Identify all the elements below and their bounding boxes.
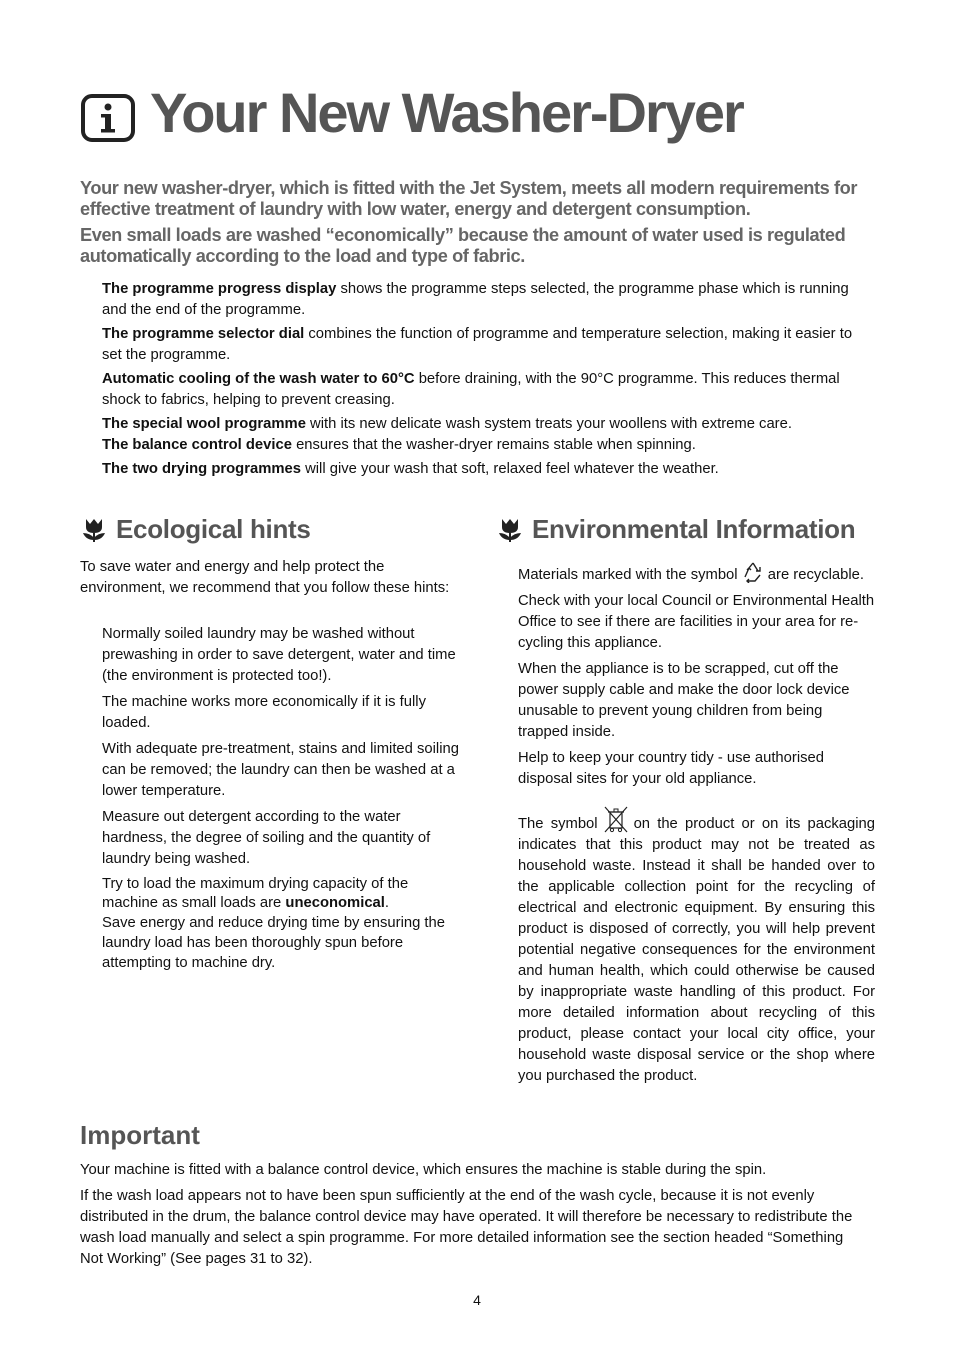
- hint-item: Try to load the maximum drying capacity of the machine as small loads are uneconomical.: [102, 876, 409, 911]
- env-paragraph: Check with your local Council or Environmental Health Office to see if there are facilities in your area for re-cycling this appliance.: [518, 593, 875, 651]
- intro-paragraph: Even small loads are washed “economically” because the amount of water used is regulated automatically according to the load and type of fabric.: [80, 225, 846, 266]
- hint-item: With adequate pre-treatment, stains and limited soiling can be removed; the laundry can then be washed at a lower temperature.: [102, 741, 459, 799]
- feature-item: The programme selector dial combines the function of programme and temperature selection, making it easier to set the programme.: [102, 326, 853, 363]
- page-number: 4: [473, 1292, 481, 1308]
- hint-item: The machine works more economically if it is fully loaded.: [102, 694, 426, 731]
- crossed-bin-icon: [602, 804, 630, 834]
- title-text: Your New Washer-Dryer: [150, 81, 743, 144]
- flower-icon: [496, 516, 524, 544]
- weee-paragraph: The symbol on the product or on its packaging indicates that this product may not be treated as household waste. Instead it shall be handed over to the applicable collection point for the recycling of electrical and electronic equipment. By ensuring this product is disposed of correctly, you will help prevent potential negative consequences for the environment and human health, which could otherwise be caused by inappropriate waste handling of this product. For more detailed information about recycling of this product, please contact your local city office, your household waste disposal service or the shop where you purchased the product.: [518, 804, 875, 1087]
- recycle-paragraph: Materials marked with the symbol are recyclable.: [518, 561, 875, 586]
- intro-paragraph: Your new washer-dryer, which is fitted with the Jet System, meets all modern requirements for effective treatment of laundry with low water, energy and detergent consumption.: [80, 178, 858, 219]
- env-paragraph: Help to keep your country tidy - use authorised disposal sites for your old appliance.: [518, 750, 824, 787]
- important-paragraph: Your machine is fitted with a balance control device, which ensures the machine is stable during the spin.: [80, 1162, 767, 1178]
- info-icon: [80, 82, 136, 144]
- intro-section: [80, 178, 880, 272]
- ecological-hints-list: [102, 624, 462, 978]
- feature-item: The special wool programme with its new delicate wash system treats your woollens with extreme care.: [102, 416, 792, 432]
- features-list: [102, 279, 867, 483]
- feature-item: Automatic cooling of the wash water to 60°C before draining, with the 90°C programme. This reduces thermal shock to fabrics, helping to prevent creasing.: [102, 371, 840, 408]
- important-body: [80, 1160, 870, 1275]
- environmental-body: [518, 561, 875, 1092]
- page-title: [80, 78, 743, 148]
- ecological-intro: To save water and energy and help protect the environment, we recommend that you follow these hints:: [80, 559, 450, 596]
- environmental-heading-text: Environmental Information: [532, 514, 856, 544]
- hint-item: Normally soiled laundry may be washed without prewashing in order to save detergent, water and time (the environment is protected too!).: [102, 626, 456, 684]
- flower-icon: [80, 516, 108, 544]
- feature-item: The balance control device ensures that the washer-dryer remains stable when spinning.: [102, 437, 696, 453]
- recycle-icon: [742, 561, 764, 583]
- ecological-heading: [80, 514, 311, 545]
- important-paragraph: If the wash load appears not to have been spun sufficiently at the end of the wash cycle, because it is not evenly distributed in the drum, the balance control device may have operated. It will therefore be necessary to redistribute the wash load manually and select a spin programme. For more detailed information see the section headed “Something Not Working” (See pages 31 to 32).: [80, 1188, 853, 1267]
- hint-item: Measure out detergent according to the water hardness, the degree of soiling and the quantity of laundry being washed.: [102, 809, 431, 867]
- hint-item: Save energy and reduce drying time by ensuring the laundry load has been thoroughly spun before attempting to machine dry.: [102, 915, 446, 971]
- ecological-heading-text: Ecological hints: [116, 514, 311, 544]
- feature-item: The two drying programmes will give your wash that soft, relaxed feel whatever the weather.: [102, 461, 719, 477]
- important-heading: Important: [80, 1120, 200, 1150]
- environmental-heading: [496, 514, 855, 545]
- env-paragraph: When the appliance is to be scrapped, cut off the power supply cable and make the door lock device unusable to prevent young children from being trapped inside.: [518, 661, 850, 740]
- feature-item: The programme progress display shows the programme steps selected, the programme phase which is running and the end of the programme.: [102, 281, 849, 318]
